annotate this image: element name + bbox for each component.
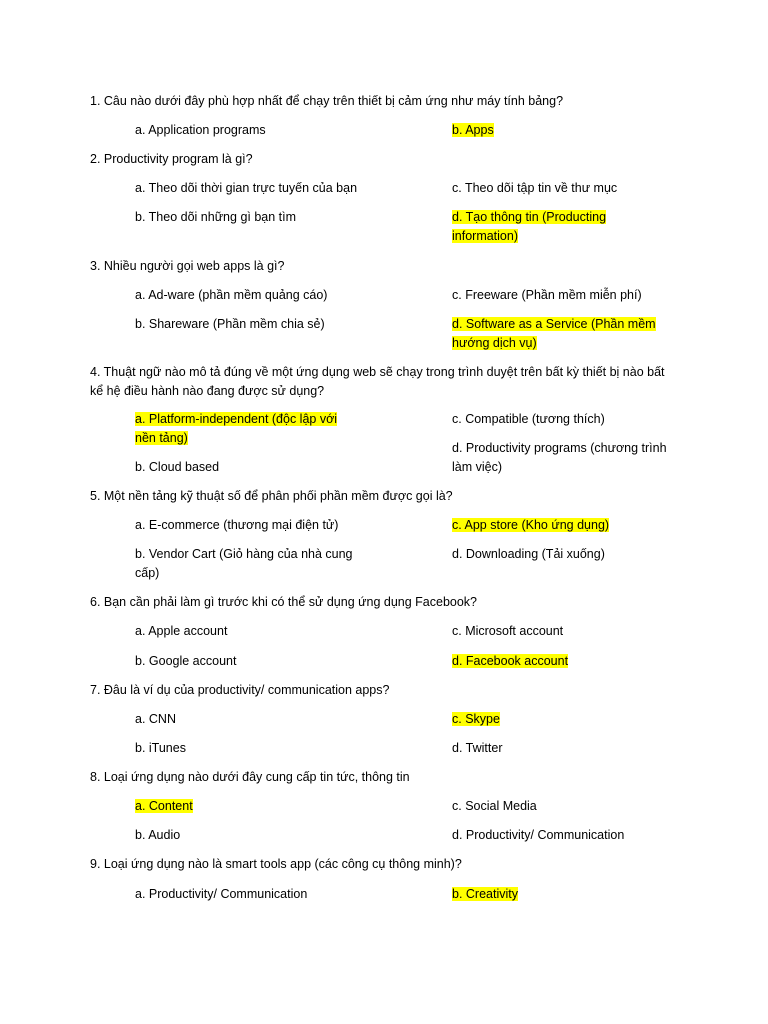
q3-option-b: b. Shareware (Phần mềm chia sẻ) (135, 317, 325, 331)
q4-option-b: b. Cloud based (135, 460, 220, 474)
question-1: 1. Câu nào dưới đây phù hợp nhất để chạy trên thiết bị cảm ứng như máy tính bảng? (90, 94, 564, 108)
q1-option-b-answer (452, 121, 682, 140)
question-5: 5. Một nền tảng kỹ thuật số để phân phối phần mềm được gọi là? (90, 489, 453, 503)
q4-option-c: c. Compatible (tương thích) (452, 412, 605, 426)
q2-option-d-answer (452, 208, 652, 246)
question-8: 8. Loại ứng dụng nào dưới đây cung cấp tin tức, thông tin (90, 770, 410, 784)
question-2: 2. Productivity program là gì? (90, 152, 253, 166)
q9-option-b-answer (452, 885, 682, 904)
q7-option-a: a. CNN (135, 712, 176, 726)
q2-option-c: c. Theo dõi tập tin về thư mục (452, 181, 618, 195)
q5-option-c-answer (452, 516, 682, 535)
answer-highlight: a. Content (135, 799, 193, 813)
q3-option-c: c. Freeware (Phần mềm miễn phí) (452, 288, 642, 302)
q9-option-a: a. Productivity/ Communication (135, 887, 308, 901)
question-7: 7. Đâu là ví dụ của productivity/ communication apps? (90, 683, 390, 697)
q3-option-d-answer (452, 315, 662, 353)
q8-option-a-answer (135, 797, 365, 816)
q7-option-b: b. iTunes (135, 741, 186, 755)
q4-option-d: d. Productivity programs (chương trình làm việc) (452, 441, 667, 474)
q6-option-b: b. Google account (135, 654, 237, 668)
q8-option-b: b. Audio (135, 828, 181, 842)
answer-highlight: d. Tạo thông tin (Producting information) (452, 210, 607, 243)
answer-highlight: c. Skype (452, 712, 500, 726)
answer-highlight: b. Apps (452, 123, 494, 137)
answer-highlight: d. Software as a Service (Phần mềm hướng dịch vụ) (452, 317, 656, 350)
q4-option-a-answer (135, 410, 350, 448)
answer-highlight: b. Creativity (452, 887, 518, 901)
q7-option-c-answer (452, 710, 682, 729)
q5-option-b: b. Vendor Cart (Giỏ hàng của nhà cung cấp) (135, 547, 353, 580)
question-6: 6. Bạn cần phải làm gì trước khi có thể sử dụng ứng dụng Facebook? (90, 595, 477, 609)
question-9: 9. Loại ứng dụng nào là smart tools app (các công cụ thông minh)? (90, 857, 462, 871)
q3-option-a: a. Ad-ware (phần mềm quảng cáo) (135, 288, 328, 302)
q8-option-d: d. Productivity/ Communication (452, 828, 625, 842)
answer-highlight: c. App store (Kho ứng dụng) (452, 518, 610, 532)
q6-option-d-answer (452, 652, 682, 671)
q6-option-c: c. Microsoft account (452, 624, 564, 638)
q6-option-a: a. Apple account (135, 624, 228, 638)
q7-option-d: d. Twitter (452, 741, 503, 755)
q2-option-a: a. Theo dõi thời gian trực tuyến của bạn (135, 181, 358, 195)
question-3: 3. Nhiều người gọi web apps là gì? (90, 259, 285, 273)
q2-option-b: b. Theo dõi những gì bạn tìm (135, 210, 297, 224)
answer-highlight: d. Facebook account (452, 654, 569, 668)
q5-option-d: d. Downloading (Tải xuống) (452, 547, 605, 561)
q8-option-c: c. Social Media (452, 799, 537, 813)
answer-highlight: a. Platform-independent (độc lập với nền tảng) (135, 412, 338, 445)
question-4: 4. Thuật ngữ nào mô tả đúng về một ứng dụng web sẽ chạy trong trình duyệt trên bất kỳ thiết bị nào bất kể hệ điều hành nào đang được sử dụng? (90, 365, 665, 398)
q1-option-a: a. Application programs (135, 123, 266, 137)
q5-option-a: a. E-commerce (thương mại điện tử) (135, 518, 339, 532)
